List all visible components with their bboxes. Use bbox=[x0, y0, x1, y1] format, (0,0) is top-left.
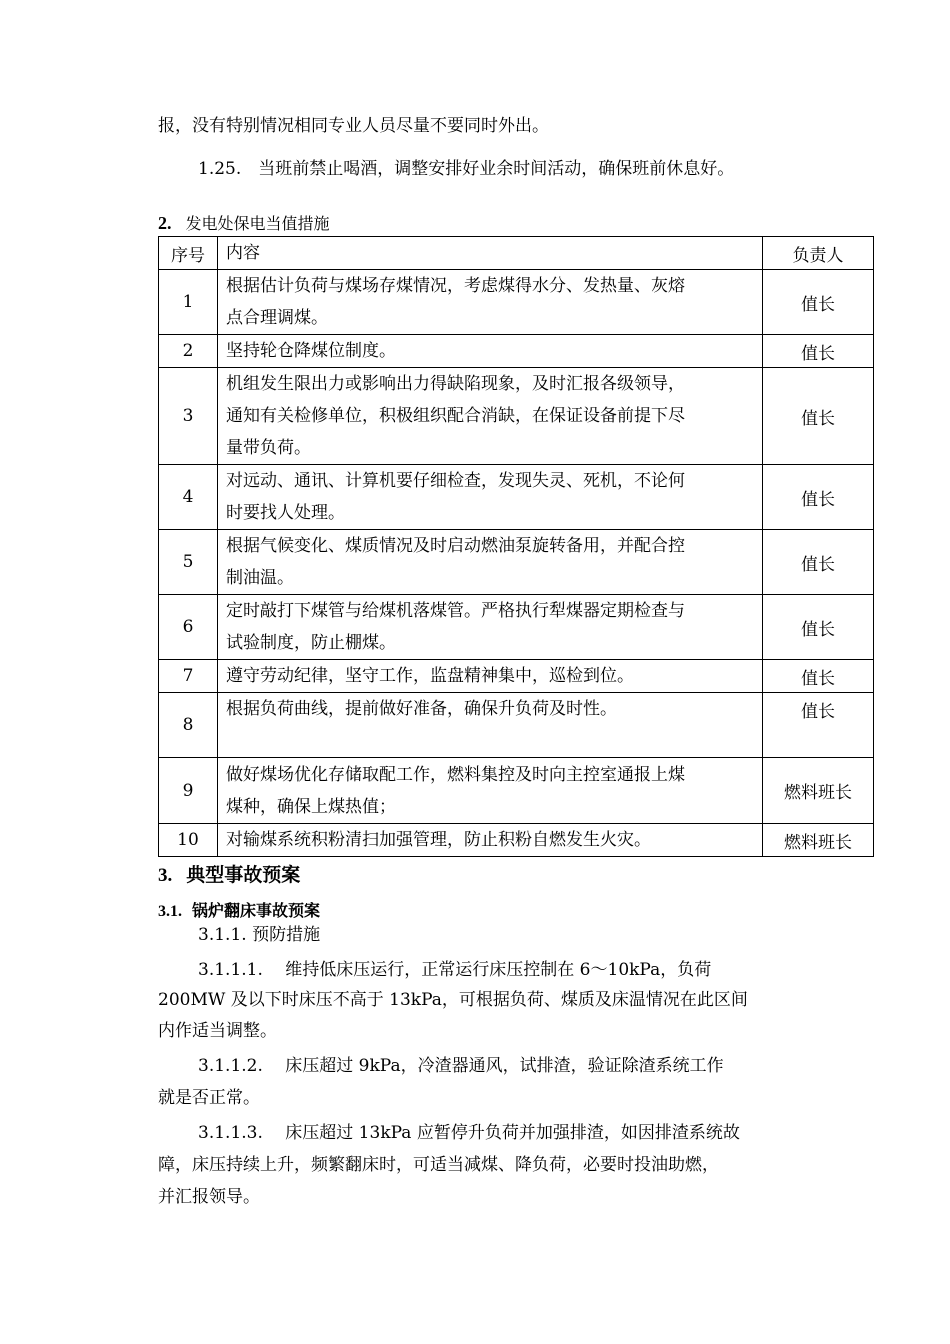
content-line: 对输煤系统积粉清扫加强管理，防止积粉自燃发生火灾。 bbox=[226, 830, 651, 850]
table-row bbox=[159, 660, 874, 693]
row-resp: 值长 bbox=[763, 465, 874, 530]
row-no: 8 bbox=[159, 693, 218, 758]
section-3-1-title: 锅炉翻床事故预案 bbox=[192, 901, 321, 920]
content-line: 量带负荷。 bbox=[226, 438, 311, 458]
paragraph-3-1-1-3-line-2: 障，床压持续上升，频繁翻床时，可适当减煤、降负荷，必要时投油助燃， bbox=[158, 1155, 719, 1175]
paragraph-3-1-1-2-line-1: 3.1.1.2. 床压超过 9kPa，冷渣器通风，试排渣，验证除渣系统工作 bbox=[198, 1056, 724, 1076]
paragraph-3-1-1-1-line-3: 内作适当调整。 bbox=[158, 1021, 277, 1041]
content-line: 根据负荷曲线，提前做好准备，确保升负荷及时性。 bbox=[226, 699, 617, 719]
row-content bbox=[218, 465, 763, 530]
row-no: 6 bbox=[159, 595, 218, 660]
content-line: 制油温。 bbox=[226, 568, 294, 588]
row-content bbox=[218, 335, 763, 368]
row-no: 4 bbox=[159, 465, 218, 530]
section-3-1-number: 3.1. bbox=[158, 903, 182, 920]
paragraph-3-1-1-2-line-2: 就是否正常。 bbox=[158, 1088, 260, 1108]
table-row bbox=[159, 368, 874, 465]
table-row bbox=[159, 758, 874, 824]
header-no: 序号 bbox=[159, 237, 218, 270]
row-no: 3 bbox=[159, 368, 218, 465]
header-resp: 负责人 bbox=[763, 237, 874, 270]
content-line: 煤种，确保上煤热值； bbox=[226, 796, 396, 817]
paragraph-3-1-1-3-line-3: 并汇报领导。 bbox=[158, 1187, 260, 1207]
row-content bbox=[218, 368, 763, 465]
table-row bbox=[159, 465, 874, 530]
row-resp: 值长 bbox=[763, 270, 874, 335]
table-header-row bbox=[159, 237, 874, 270]
row-content bbox=[218, 595, 763, 660]
row-content bbox=[218, 270, 763, 335]
paragraph-3-1-1-1-line-1: 3.1.1.1. 维持低床压运行，正常运行床压控制在 6～10kPa，负荷 bbox=[198, 960, 712, 980]
row-no: 7 bbox=[159, 660, 218, 693]
content-line: 根据气候变化、煤质情况及时启动燃油泵旋转备用，并配合控 bbox=[226, 536, 685, 556]
row-no: 2 bbox=[159, 335, 218, 368]
content-line: 对远动、通讯、计算机要仔细检查，发现失灵、死机，不论何 bbox=[226, 471, 685, 491]
table-row bbox=[159, 824, 874, 857]
content-line: 时要找人处理。 bbox=[226, 503, 345, 523]
content-line: 点合理调煤。 bbox=[226, 308, 328, 328]
content-line: 试验制度，防止棚煤。 bbox=[226, 633, 396, 653]
row-no: 5 bbox=[159, 530, 218, 595]
intro-line-2: 1.25. 当班前禁止喝酒，调整安排好业余时间活动，确保班前休息好。 bbox=[198, 159, 735, 179]
row-resp: 燃料班长 bbox=[763, 824, 874, 857]
row-resp: 值长 bbox=[763, 660, 874, 693]
section-2-number: 2. bbox=[158, 213, 172, 233]
intro-line-1: 报，没有特别情况相同专业人员尽量不要同时外出。 bbox=[158, 116, 549, 136]
row-no: 1 bbox=[159, 270, 218, 335]
row-resp: 燃料班长 bbox=[763, 758, 874, 824]
paragraph-3-1-1-1-line-2: 200MW 及以下时床压不高于 13kPa，可根据负荷、煤质及床温情况在此区间 bbox=[158, 990, 748, 1010]
table-row bbox=[159, 595, 874, 660]
table-row bbox=[159, 270, 874, 335]
row-content bbox=[218, 824, 763, 857]
row-content bbox=[218, 530, 763, 595]
row-resp: 值长 bbox=[763, 335, 874, 368]
duty-measures-table bbox=[158, 236, 874, 857]
row-resp: 值长 bbox=[763, 368, 874, 465]
section-3-number: 3. bbox=[158, 865, 173, 886]
table-row bbox=[159, 335, 874, 368]
row-resp: 值长 bbox=[763, 693, 874, 758]
content-line: 定时敲打下煤管与给煤机落煤管。严格执行犁煤器定期检查与 bbox=[226, 601, 685, 621]
row-content bbox=[218, 660, 763, 693]
content-line: 机组发生限出力或影响出力得缺陷现象，及时汇报各级领导， bbox=[226, 374, 685, 394]
section-2-heading bbox=[158, 211, 330, 234]
content-line: 根据估计负荷与煤场存煤情况，考虑煤得水分、发热量、灰熔 bbox=[226, 276, 685, 296]
table-row bbox=[159, 530, 874, 595]
section-3-heading bbox=[158, 860, 300, 887]
row-no: 9 bbox=[159, 758, 218, 824]
subsection-3-1-1: 3.1.1. 预防措施 bbox=[198, 925, 321, 945]
section-3-title: 典型事故预案 bbox=[186, 864, 301, 886]
section-2-title: 发电处保电当值措施 bbox=[185, 214, 330, 233]
content-line: 遵守劳动纪律，坚守工作，监盘精神集中，巡检到位。 bbox=[226, 666, 634, 686]
row-resp: 值长 bbox=[763, 530, 874, 595]
table-row bbox=[159, 693, 874, 758]
row-content bbox=[218, 693, 763, 758]
row-resp: 值长 bbox=[763, 595, 874, 660]
content-line: 坚持轮仓降煤位制度。 bbox=[226, 341, 396, 361]
section-3-1-heading bbox=[158, 898, 320, 921]
paragraph-3-1-1-3-line-1: 3.1.1.3. 床压超过 13kPa 应暂停升负荷并加强排渣，如因排渣系统故 bbox=[198, 1123, 740, 1143]
row-no: 10 bbox=[159, 824, 218, 857]
content-line: 通知有关检修单位，积极组织配合消缺，在保证设备前提下尽 bbox=[226, 406, 685, 426]
header-content: 内容 bbox=[218, 237, 763, 270]
content-line: 做好煤场优化存储取配工作，燃料集控及时向主控室通报上煤 bbox=[226, 764, 685, 785]
row-content bbox=[218, 758, 763, 824]
